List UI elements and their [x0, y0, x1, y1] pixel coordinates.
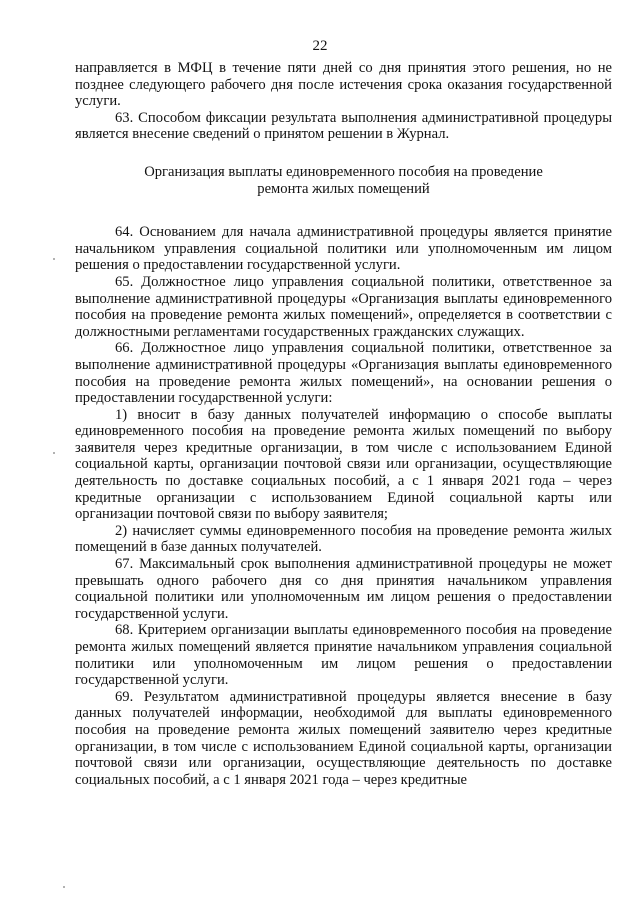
scan-speck	[53, 258, 55, 260]
scan-speck	[53, 452, 55, 454]
document-body	[75, 60, 612, 788]
paragraph-67: 67. Максимальный срок выполнения административной процедуры не может превышать одного рабочего дня со дня принятия начальником управления социальной политики или уполномоченным им лицом решения о предоставлении государственной услуги.	[75, 556, 612, 622]
paragraph-66: 66. Должностное лицо управления социальной политики, ответственное за выполнение административной процедуры «Организация выплаты единовременного пособия на проведение ремонта жилых помещений», на основании решения о предоставлении государственной услуги:	[75, 340, 612, 407]
paragraph-64: 64. Основанием для начала административной процедуры является принятие начальником управления социальной политики или уполномоченным им лицом решения о предоставлении государственной услуги.	[75, 224, 612, 274]
paragraph-continuation: направляется в МФЦ в течение пяти дней со дня принятия этого решения, но не позднее следующего рабочего дня после истечения срока оказания государственной услуги.	[75, 60, 612, 110]
paragraph-63: 63. Способом фиксации результата выполнения административной процедуры является внесение сведений о принятом решении в Журнал.	[75, 109, 612, 143]
scan-speck	[63, 886, 65, 888]
page-number: 22	[312, 38, 328, 54]
paragraph-66-item-2: 2) начисляет суммы единовременного пособия на проведение ремонта жилых помещений в базе данных получателей.	[75, 522, 612, 556]
paragraph-68: 68. Критерием организации выплаты единовременного пособия на проведение ремонта жилых помещений является принятие начальником управления социальной политики или уполномоченным им лицом решения о предоставлении государственной услуги.	[75, 622, 612, 689]
paragraph-66-item-1: 1) вносит в базу данных получателей информацию о способе выплаты единовременного пособия на проведение ремонта жилых помещений по выбору заявителя через кредитные организации, в том числе с использованием Единой социальной карты, организации почтовой связи или организации, осуществляющие деятельность по доставке социальных пособий, а с 1 января 2021 года – через кредитные организации с использованием Единой социальной карты или организации почтовой связи по выбору заявителя;	[75, 406, 612, 523]
paragraph-65: 65. Должностное лицо управления социальной политики, ответственное за выполнение административной процедуры «Организация выплаты единовременного пособия на проведение ремонта жилых помещений», определяется в соответствии с должностными регламентами государственных гражданских служащих.	[75, 273, 612, 340]
section-heading: Организация выплаты единовременного пособия на проведение ремонта жилых помещений	[144, 163, 543, 197]
paragraph-69: 69. Результатом административной процедуры является внесение в базу данных получателей информации, необходимой для выплаты единовременного пособия на проведение ремонта жилых помещений заявителю через кредитные организации, в том числе с использованием Единой социальной карты, организации почтовой связи или организации, осуществляющие деятельность по доставке социальных пособий, а с 1 января 2021 года – через кредитные	[75, 688, 612, 788]
